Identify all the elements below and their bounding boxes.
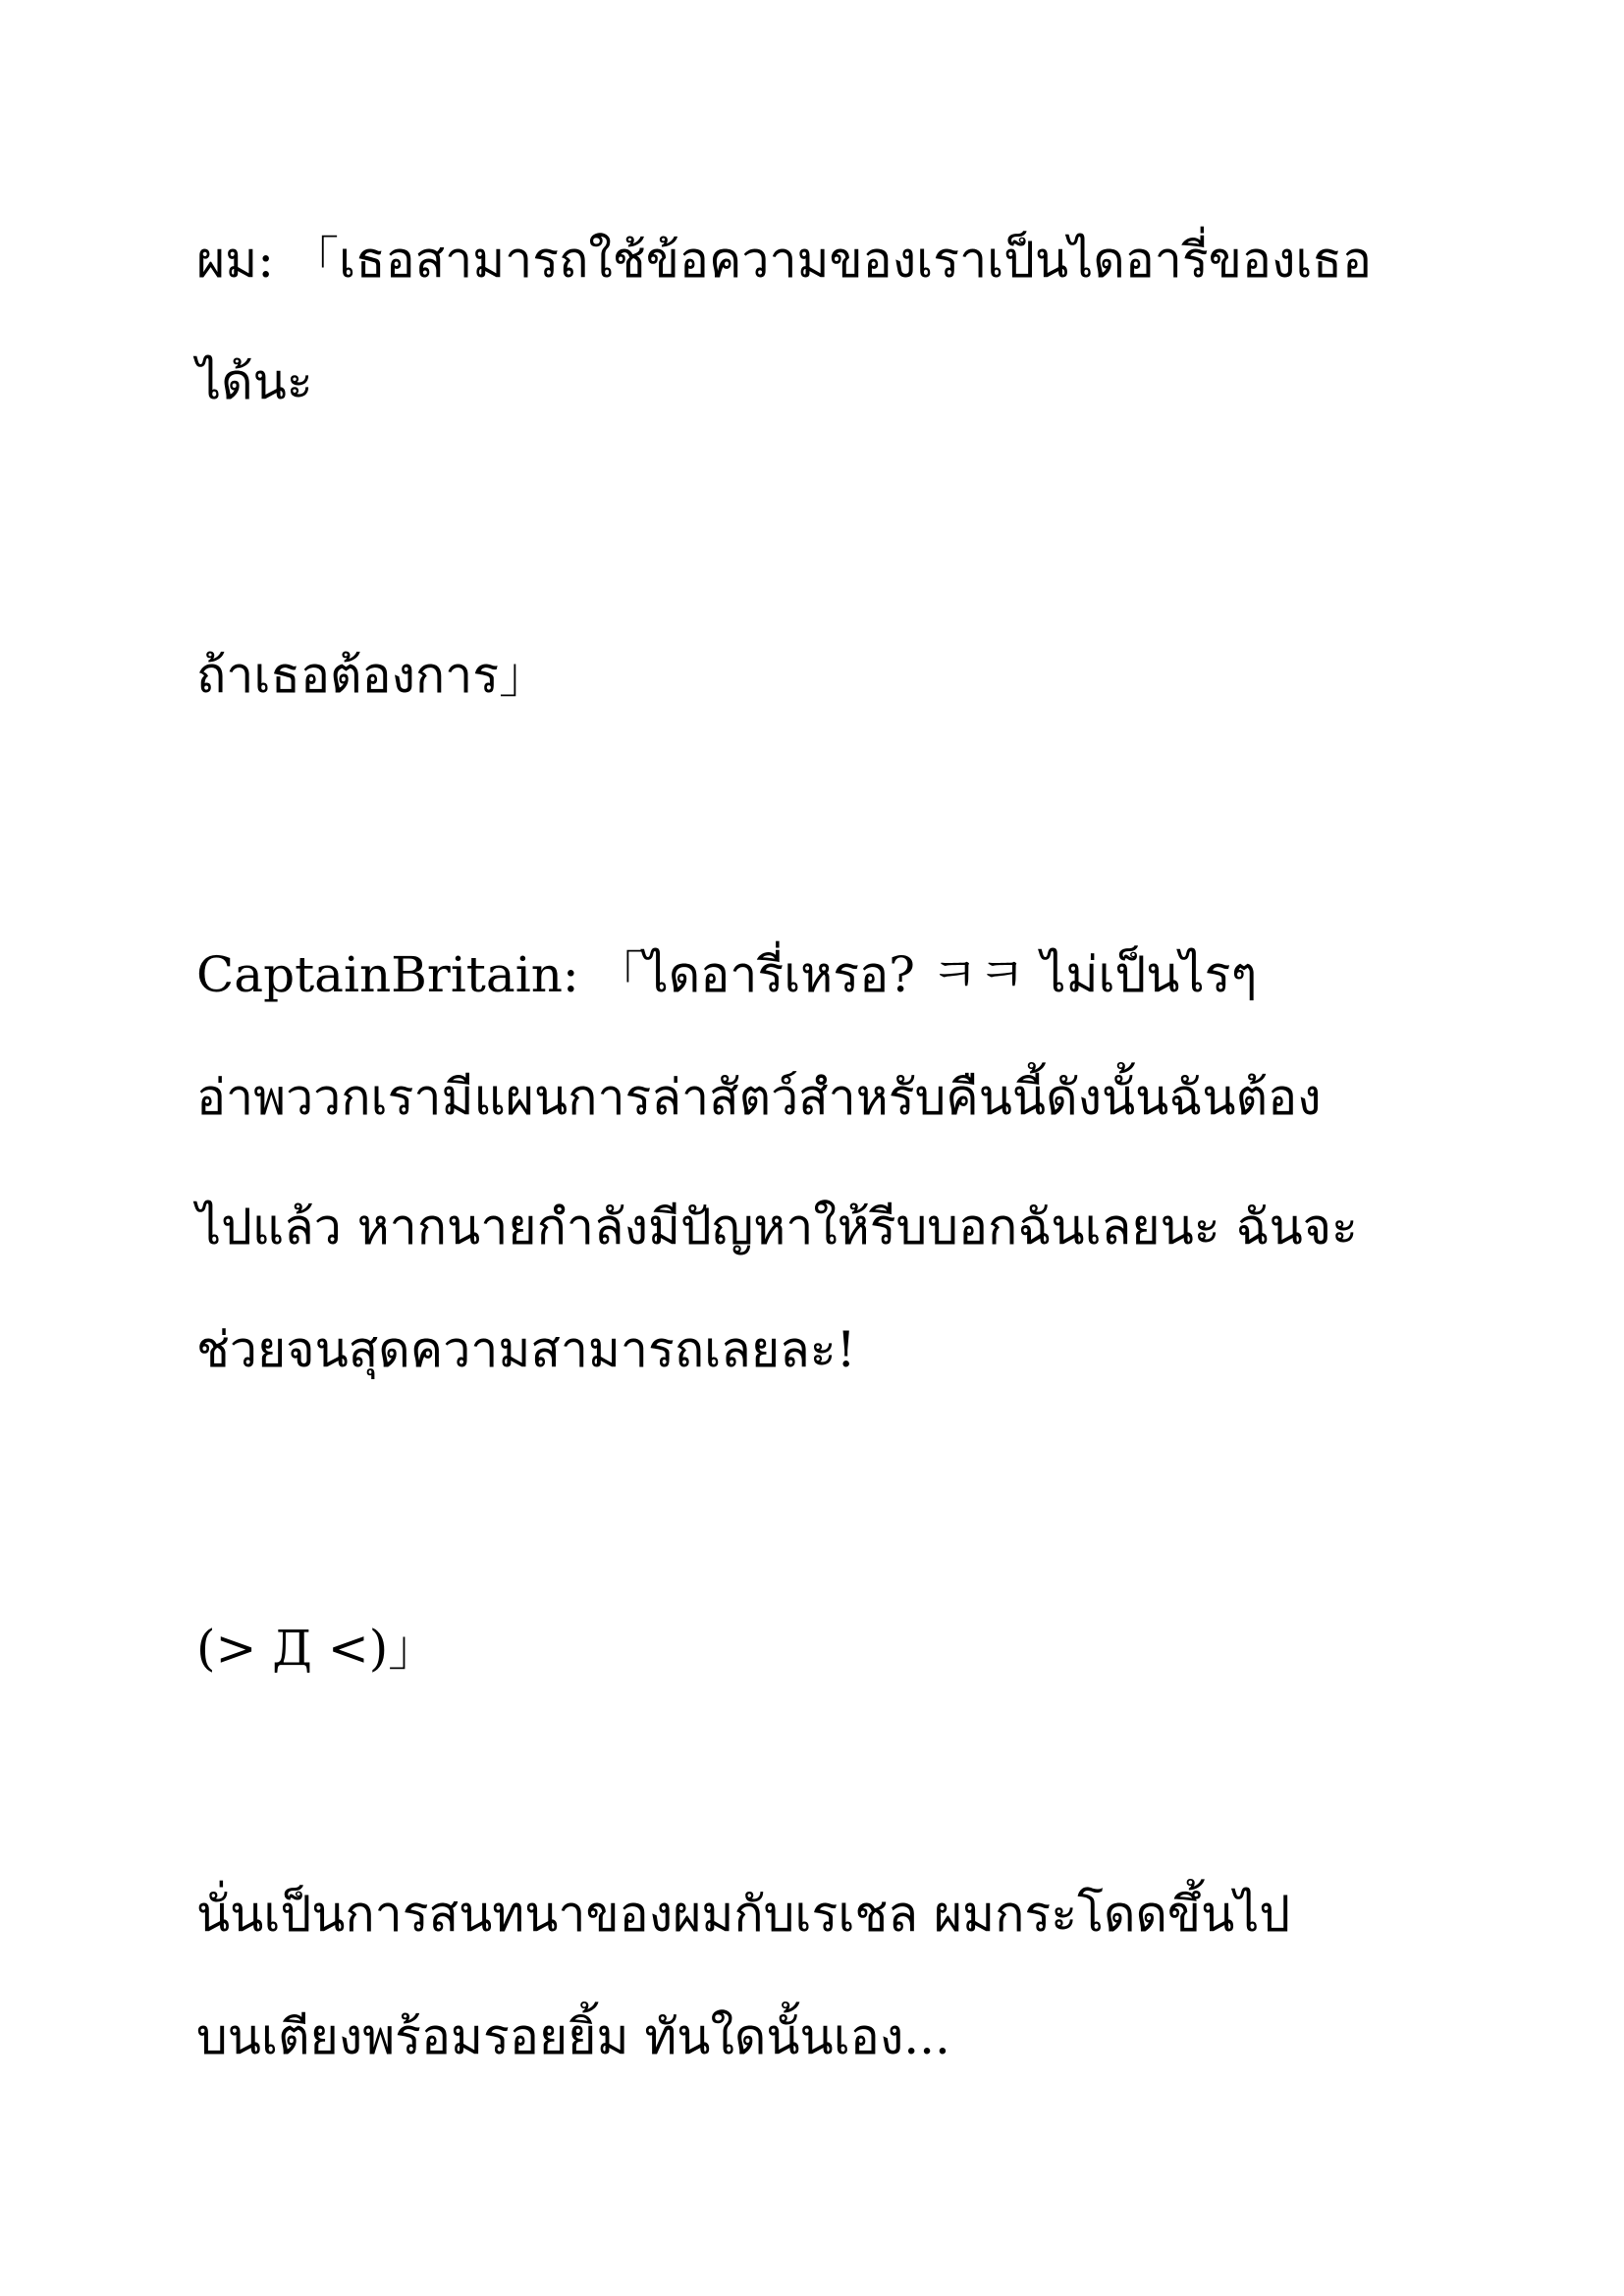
dialogue-captainbritain-line-2: อ่าพววกเรามีแผนการล่าสัตว์สำหรับคืนนี้ดังนั้นฉันต้อง xyxy=(196,1069,1322,1126)
dialogue-captainbritain-line-4: ช่วยจนสุดความสามารถเลยละ! xyxy=(196,1321,856,1378)
dialogue-captainbritain-line-3: ไปแล้ว หากนายกำลังมีปัญหาให้รีบบอกฉันเลยนะ ฉันจะ xyxy=(196,1199,1358,1255)
dialogue-captainbritain-line-1: CaptainBritain: 「ไดอารี่เหรอ? ㅋㅋ ไม่เป็นไรๆ xyxy=(196,946,1258,1003)
narration-line-2: บนเตียงพร้อมรอยยิ้ม ทันใดนั้นเอง... xyxy=(196,2008,950,2065)
dialogue-me-line-1: ผม: 「เธอสามารถใช้ข้อความของเราเป็นไดอารี่ของเธอ xyxy=(196,232,1372,289)
narration-line-1: นั่นเป็นการสนทนาของผมกับเรเชล ผมกระโดดขึ้นไป xyxy=(196,1886,1291,1943)
dialogue-captainbritain-line-5: (> Д <)」 xyxy=(196,1620,438,1677)
dialogue-me-line-3: ถ้าเธอต้องการ」 xyxy=(196,647,549,704)
dialogue-me-line-2: ได้นะ xyxy=(196,353,313,410)
